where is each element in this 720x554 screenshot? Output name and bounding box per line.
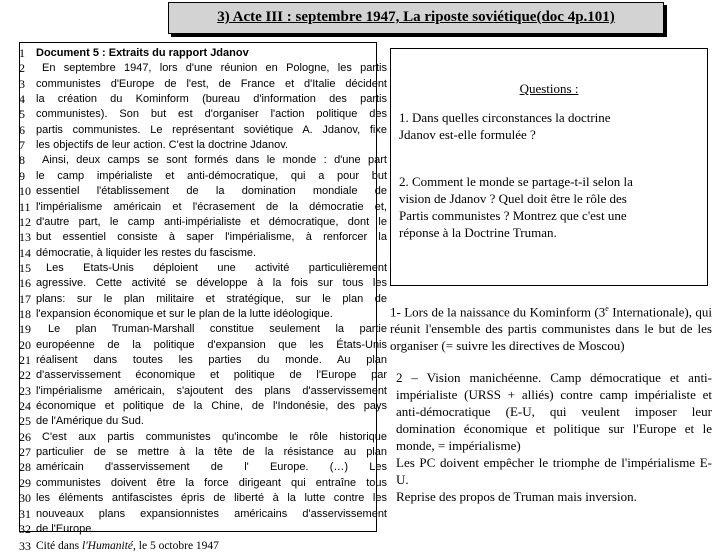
line-number: 10 [19,184,31,199]
questions-box [390,48,708,286]
line-number: 6 [19,122,25,137]
line-text: américain d'asservissement de l' Europe. (…) Les [36,461,387,474]
line-text: Les Etats-Unis déploient une activité particulièrement [46,261,387,274]
line-number: 9 [19,168,25,183]
line-text: essentiel l'établissement de la domination mondiale de [36,185,387,198]
line-number: 5 [19,107,25,122]
answer-2 [390,369,712,505]
line-text: la création du Kominform (bureau d'information des partis [36,93,387,106]
line-number: 28 [19,460,31,475]
line-text: Le plan Truman-Marshall constitue seulement la partie [48,323,387,336]
line-text: plans: sur le plan militaire et stratégique, sur le plan de [36,292,387,305]
line-number: 18 [19,306,31,321]
line-text: communistes d'Europe de l'est, de France et d'Italie décident [36,77,387,90]
line-text: agressive. Cette activité se développe à la fois sur tous les [36,277,387,290]
answers-block [390,300,712,505]
answer-1 [390,300,712,354]
line-text: Document 5 : Extraits du rapport Jdanov [36,47,249,59]
line-text: communistes). Son but est d'organiser l'action politique des [36,108,387,121]
line-text: d'autre part, le camp anti-impérialiste et démocratique, dont le [36,215,387,228]
answer-2-main: 2 – Vision manichéenne. Camp démocratique et anti-impérialiste (URSS + alliés) contre camp impérialiste et anti-démocratique (E-U, qui veulent imposer leur domination économique et politique sur l'Europe et le monde, = impérialisme) [396,370,712,454]
answer-1-sup: e [605,304,609,313]
line-number: 31 [19,506,31,521]
line-text: partis communistes. Le représentant soviétique A. Jdanov, fixe [36,123,387,136]
line-number: 16 [19,276,31,291]
line-text: l'impérialisme américain, s'ajoutent des plans d'asservissement [36,384,387,397]
line-number: 4 [19,92,25,107]
line-text: En septembre 1947, lors d'une réunion en Pologne, les partis [42,62,387,75]
citation-text [36,539,387,554]
answer-2-truman: Reprise des propos de Truman mais inversion. [396,489,637,505]
line-number: 20 [19,337,31,352]
line-number: 7 [19,138,25,153]
line-number: 25 [19,414,31,429]
line-text: les éléments antifascistes épris de liberté à la lutte contre les [36,492,387,505]
line-number: 3 [19,76,25,91]
line-number: 12 [19,214,31,229]
citation-suffix: , le 5 octobre 1947 [133,540,219,553]
line-number: 14 [19,245,31,260]
line-number: 15 [19,260,31,275]
line-number: 11 [19,199,31,214]
line-text: Ainsi, deux camps se sont formés dans le monde : d'une part [42,154,387,167]
line-text: but essentiel consiste à saper l'impérialisme, à renforcer la [36,231,387,244]
answer-1-end: Internationale), qui réunit l'ensemble des partis communistes dans le but de les organiser (= suivre les directives de Moscou) [390,304,712,354]
line-text: économique et politique de la Chine, de l'Indonésie, des pays [36,400,387,413]
line-text: particulier de se mettre à la tête de la résistance au plan [36,446,387,459]
line-text: de l'Amérique du Sud. [36,415,144,428]
line-number: 30 [19,491,31,506]
question-2: 2. Comment le monde se partage-t-il selon la vision de Jdanov ? Quel doit être le rôle des Partis communistes ? Montrez que c'est une réponse à la Doctrine Truman. [399,174,633,240]
line-number: 33 [19,539,31,554]
answer-2-pc: Les PC doivent empêcher le triomphe de l'impérialisme E-U. [396,455,712,488]
line-number: 22 [19,368,31,383]
title-banner [168,2,664,34]
line-number: 8 [19,153,25,168]
line-text: européenne de la politique d'expansion que les États-Unis [36,338,387,351]
line-number: 17 [19,291,31,306]
line-text: communistes doivent être la force dirigeant qui entraîne tous [36,476,387,489]
line-number: 32 [19,521,31,536]
line-number: 19 [19,322,31,337]
line-text: réalisent dans toutes les parties du monde. Au plan [36,354,387,366]
line-number: 23 [19,383,31,398]
line-number: 2 [19,61,25,76]
citation-prefix: Cité dans [36,540,82,553]
line-number: 26 [19,429,31,444]
citation-source: l'Humanité [82,540,134,553]
answer-1-start: 1- Lors de la naissance du Kominform (3 [390,304,606,320]
line-text: nouveaux plans expansionnistes américains d'asservissement [36,507,387,520]
line-text: l'impérialisme américain et l'écrasement de la démocratie et, [36,200,387,213]
line-text: l'expansion économique et sur le plan de la lutte idéologique. [36,307,333,320]
page-title: 3) Acte III : septembre 1947, La riposte soviétique(doc 4p.101) [217,9,615,25]
line-text: de l'Europe. [36,522,95,535]
line-number: 24 [19,399,31,414]
line-text: démocratie, à liquider les restes du fascisme. [36,246,257,259]
line-number: 1 [19,46,25,60]
line-text: d'asservissement économique et politique de l'Europe par [36,369,387,382]
line-text: le camp impérialiste et anti-démocratique, qui a pour but [36,169,387,182]
line-text: C'est aux partis communistes qu'incombe le rôle historique [42,430,387,443]
question-1: 1. Dans quelles circonstances la doctrine Jdanov est-elle formulée ? [399,110,611,142]
questions-title: Questions : [519,81,579,96]
line-text: les objectifs de leur action. C'est la doctrine Jdanov. [36,139,288,152]
line-number: 29 [19,475,31,490]
line-number: 13 [19,230,31,245]
line-number: 27 [19,445,31,460]
line-number: 21 [19,353,31,367]
